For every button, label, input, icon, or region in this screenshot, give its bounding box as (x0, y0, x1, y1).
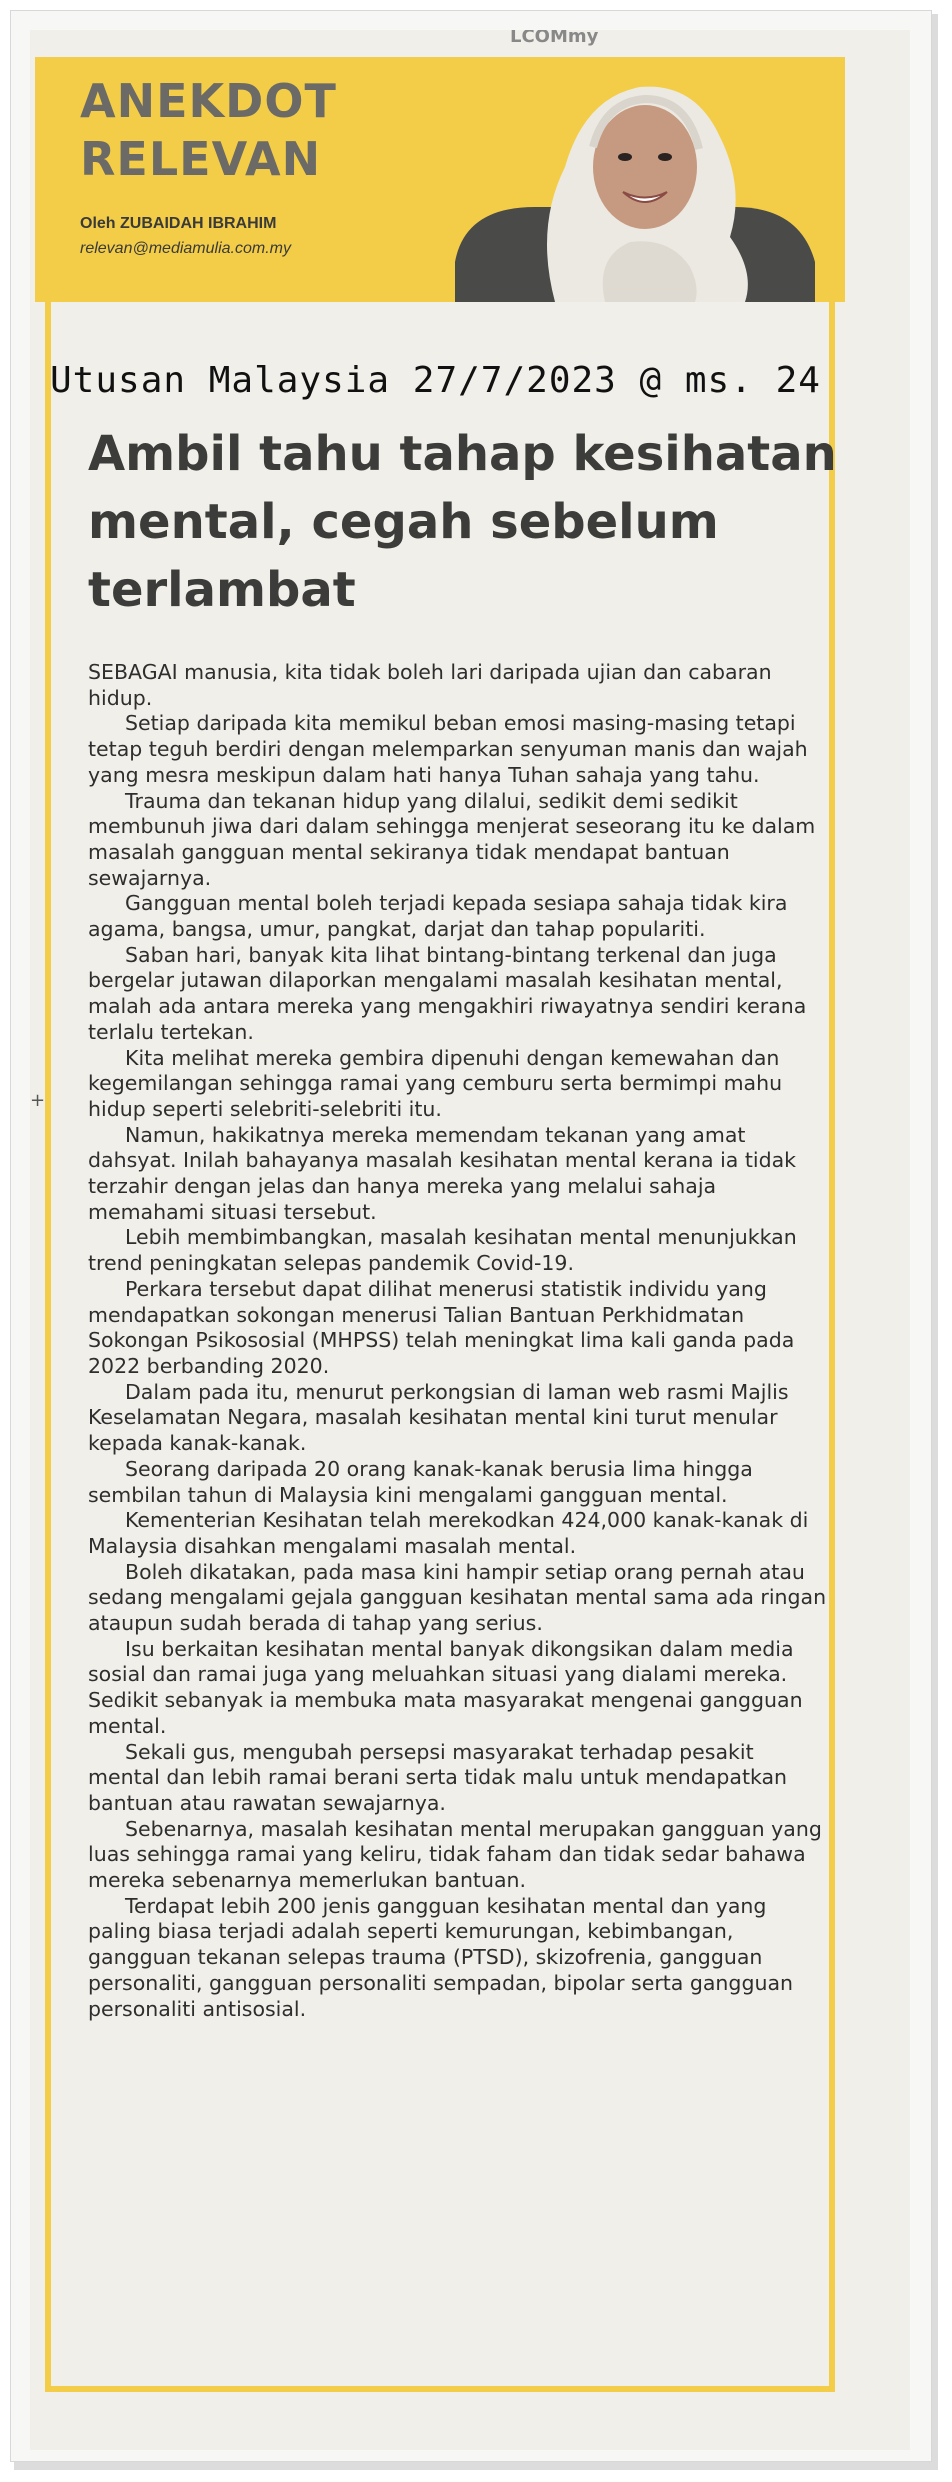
column-title-line2: RELEVAN (80, 132, 322, 186)
paragraph: Lebih membimbangkan, masalah kesihatan mental menunjukkan trend peningkatan selepas pandemik Covid-19. (88, 1225, 797, 1276)
paragraph: Sekali gus, mengubah persepsi masyarakat terhadap pesakit mental dan lebih ramai berani serta tidak malu untuk mendapatkan bantuan atau rawatan sewajarnya. (88, 1739, 788, 1815)
paragraph: Gangguan mental boleh terjadi kepada sesiapa sahaja tidak kira agama, bangsa, umur, pangkat, darjat dan tahap populariti. (88, 891, 788, 942)
paragraph: Namun, hakikatnya mereka memendam tekanan yang amat dahsyat. Inilah bahayanya masalah kesihatan mental kerana ia tidak terzahir dengan jelas dan hanya mereka yang melalui sahaja memahami situasi tersebut. (88, 1122, 797, 1224)
author-eye-right (658, 153, 672, 161)
paragraph: SEBAGAI manusia, kita tidak boleh lari daripada ujian dan cabaran hidup. (88, 660, 772, 710)
paragraph: Sebenarnya, masalah kesihatan mental merupakan gangguan yang luas sehingga ramai yang keliru, tidak faham dan tidak sedar bahawa mereka sebenarnya memerlukan bantuan. (88, 1816, 822, 1893)
masthead-fragment: LCOMmy (510, 30, 599, 46)
paragraph: Isu berkaitan kesihatan mental banyak dikongsikan dalam media sosial dan ramai juga yang meluahkan situasi yang dialami mereka. Sedikit sebanyak ia membuka mata masyarakat mengenai gangguan mental. (88, 1636, 803, 1738)
article-body (88, 660, 828, 2022)
paragraph: Trauma dan tekanan hidup yang dilalui, sedikit demi sedikit membunuh jiwa dari dalam sehingga menjerat seseorang itu ke dalam masalah gangguan mental sekiranya tidak mendapat bantuan sewajarnya. (88, 788, 816, 890)
paragraph: Seorang daripada 20 orang kanak-kanak berusia lima hingga sembilan tahun di Malaysia kini mengalami gangguan mental. (88, 1456, 753, 1507)
crop-mark-icon: + (30, 1090, 46, 1111)
paragraph: Setiap daripada kita memikul beban emosi masing-masing tetapi tetap teguh berdiri dengan melemparkan senyuman manis dan wajah yang mesra meskipun dalam hati hanya Tuhan sahaja yang tahu. (88, 711, 808, 787)
paragraph: Saban hari, banyak kita lihat bintang-bintang terkenal dan juga bergelar jutawan dilaporkan mengalami masalah kesihatan mental, malah ada antara mereka yang mengakhiri riwayatnya sendiri kerana terlalu tertekan. (88, 942, 807, 1044)
author-eye-left (618, 153, 632, 161)
article-headline: Ambil tahu tahap kesihatan mental, cegah sebelum terlambat (88, 426, 837, 618)
column-title-line1: ANEKDOT (80, 74, 337, 128)
paragraph: Kementerian Kesihatan telah merekodkan 424,000 kanak-kanak di Malaysia disahkan mengalami masalah mental. (88, 1508, 809, 1558)
column-title (80, 72, 337, 188)
paragraph: Boleh dikatakan, pada masa kini hampir setiap orang pernah atau sedang mengalami gejala gangguan kesihatan mental sama ada ringan ataupun sudah berada di tahap yang serius. (88, 1559, 827, 1636)
author-portrait (455, 57, 815, 302)
author-email: relevan@mediamulia.com.my (80, 240, 291, 257)
paragraph: Terdapat lebih 200 jenis gangguan kesihatan mental dan yang paling biasa terjadi adalah seperti kemurungan, kebimbangan, gangguan tekanan selepas trauma (PTSD), skizofrenia, gangguan personaliti, gangguan personaliti sempadan, bipolar serta gangguan personaliti antisosial. (88, 1893, 793, 2021)
paragraph: Perkara tersebut dapat dilihat menerusi statistik individu yang mendapatkan sokongan menerusi Talian Bantuan Perkhidmatan Sokongan Psikososial (MHPSS) telah meningkat lima kali ganda pada 2022 berbanding 2020. (88, 1276, 795, 1378)
author-byline: Oleh ZUBAIDAH IBRAHIM (80, 215, 277, 232)
author-face (593, 105, 697, 229)
paragraph: Kita melihat mereka gembira dipenuhi dengan kemewahan dan kegemilangan sehingga ramai yang cemburu serta bermimpi mahu hidup seperti selebriti-selebriti itu. (88, 1045, 783, 1121)
source-citation: Utusan Malaysia 27/7/2023 @ ms. 24 (50, 360, 821, 401)
paragraph: Dalam pada itu, menurut perkongsian di laman web rasmi Majlis Keselamatan Negara, masalah kesihatan mental kini turut menular kepada kanak-kanak. (88, 1379, 789, 1456)
